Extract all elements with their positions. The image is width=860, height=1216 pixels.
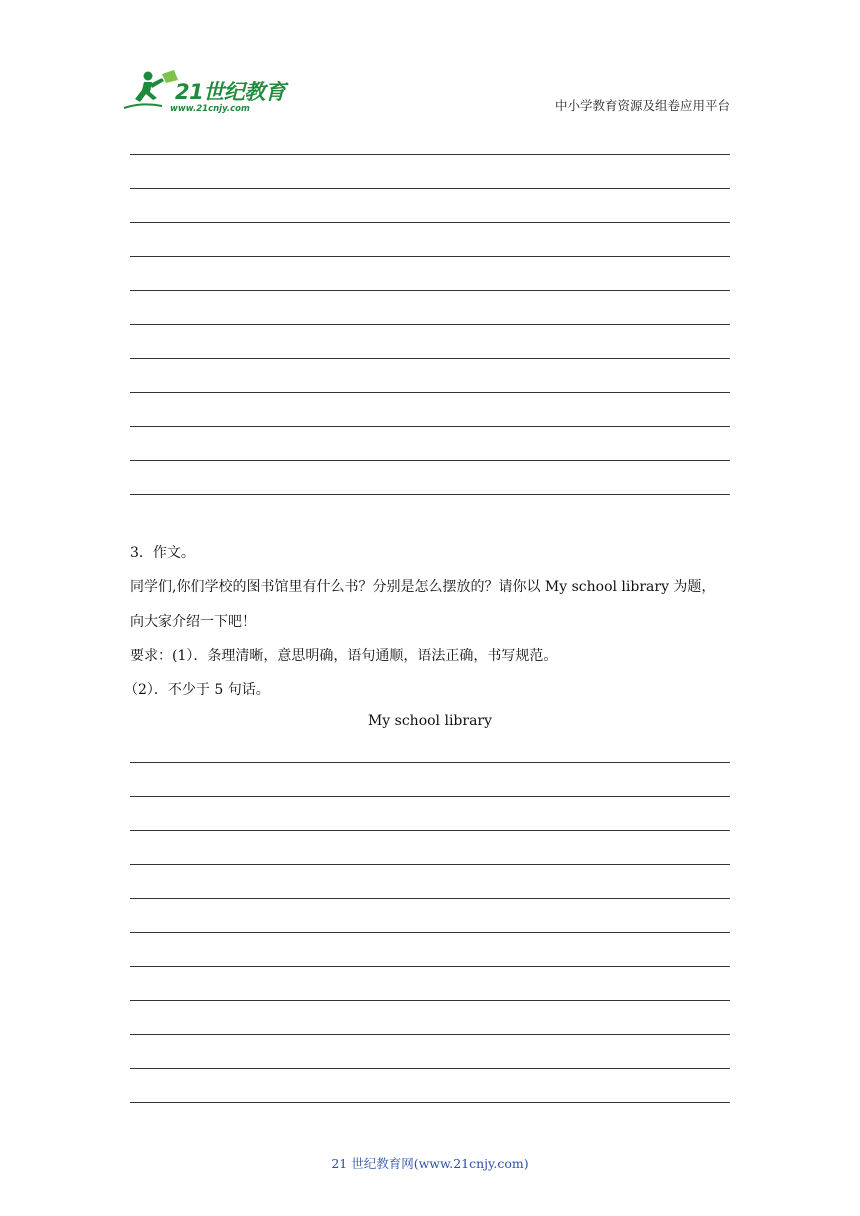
question-prompt-cont: 向大家介绍一下吧！: [130, 614, 256, 630]
writing-line: [130, 1000, 730, 1001]
writing-line: [130, 898, 730, 899]
logo-text: 21世纪教育: [175, 80, 286, 104]
footer-source: 21 世纪教育网(www.21cnjy.com): [331, 1156, 529, 1171]
writing-line: [130, 796, 730, 797]
writing-line: [130, 864, 730, 865]
writing-line: [130, 830, 730, 831]
writing-line: [130, 762, 730, 763]
logo-url: www.21cnjy.com: [170, 104, 250, 114]
writing-line: [130, 966, 730, 967]
platform-name: 中小学教育资源及组卷应用平台: [554, 98, 730, 113]
writing-lines-bottom: [130, 0, 730, 1110]
writing-line: [130, 1068, 730, 1069]
writing-line: [130, 1034, 730, 1035]
requirement-2: （2）．不少于 5 句话。: [124, 682, 270, 698]
question-prompt: 同学们,你们学校的图书馆里有什么书？分别是怎么摆放的？请你以 My school library 为题，: [130, 579, 716, 595]
essay-title: My school library: [367, 713, 493, 729]
writing-line: [130, 932, 730, 933]
question-number: 3．作文。: [130, 545, 195, 561]
requirement-1: 要求：(1）．条理清晰，意思明确，语句通顺，语法正确，书写规范。: [130, 648, 558, 664]
writing-line: [130, 1102, 730, 1103]
